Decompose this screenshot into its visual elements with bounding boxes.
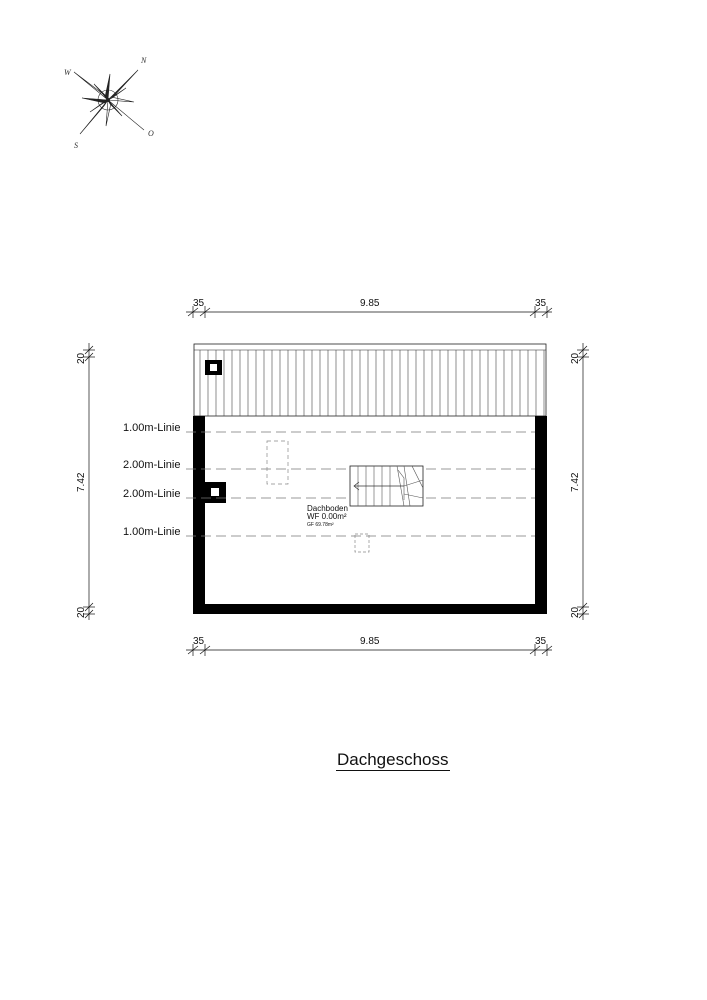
dim-left-bottom: 20: [76, 606, 87, 618]
dim-top-mid: 9.85: [360, 298, 380, 309]
height-line-label-1: 1.00m-Linie: [123, 422, 181, 434]
compass-east-label: O: [148, 129, 154, 138]
dim-top-right: 35: [535, 298, 547, 309]
dim-bottom-left: 35: [193, 636, 205, 647]
dim-left-mid: 7.42: [76, 472, 87, 492]
height-line-label-3: 2.00m-Linie: [123, 488, 181, 500]
dim-bottom-mid: 9.85: [360, 636, 380, 647]
height-line-label-4: 1.00m-Linie: [123, 526, 181, 538]
walls: [193, 416, 547, 614]
dim-right-bottom: 20: [570, 606, 581, 618]
compass-rose-icon: [64, 56, 154, 150]
height-line-label-2: 2.00m-Linie: [123, 459, 181, 471]
roof-hatch: [355, 534, 369, 552]
floor-title: Dachgeschoss: [337, 750, 449, 769]
room-gross-area: GF 69.78m²: [307, 522, 334, 528]
skylight: [267, 441, 288, 484]
staircase: [350, 466, 423, 506]
roof-eave-band: [194, 344, 546, 416]
dim-right-top: 20: [570, 352, 581, 364]
dim-top-left: 35: [193, 298, 205, 309]
room-living-area: WF 0.00m²: [307, 512, 347, 521]
dim-bottom-right: 35: [535, 636, 547, 647]
dim-right-mid: 7.42: [570, 472, 581, 492]
compass-north-label: N: [141, 56, 147, 65]
dim-left-top: 20: [76, 352, 87, 364]
room-name: Dachboden: [307, 504, 348, 513]
compass-west-label: W: [64, 68, 71, 77]
compass-south-label: S: [74, 141, 78, 150]
